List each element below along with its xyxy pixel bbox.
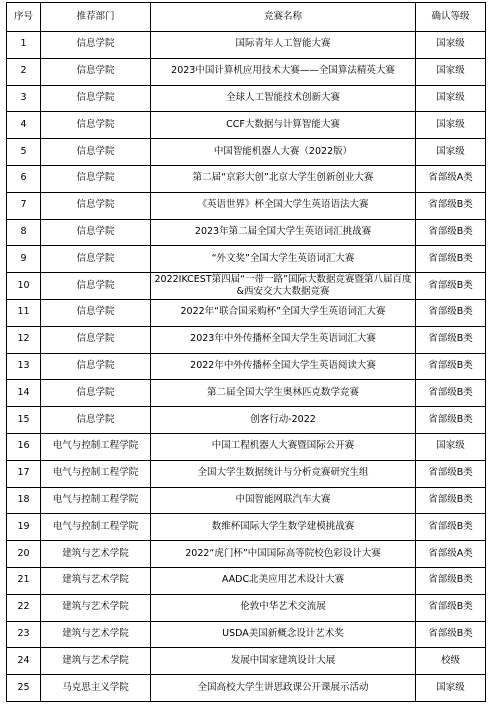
- cell-department: 马克思主义学院: [41, 675, 151, 702]
- cell-level: 国家级: [416, 85, 486, 112]
- cell-competition: 2022年中外传播杯全国大学生英语阅读大赛: [151, 353, 416, 380]
- cell-department: 电气与控制工程学院: [41, 460, 151, 487]
- cell-department: 建筑与艺术学院: [41, 648, 151, 675]
- cell-no: 23: [7, 621, 41, 648]
- cell-level: 国家级: [416, 433, 486, 460]
- cell-level: 省部级B类: [416, 594, 486, 621]
- cell-competition: 2022“虎门杯”中国国际高等院校色彩设计大赛: [151, 541, 416, 568]
- cell-competition: 第二届全国大学生奥林匹克数学竞赛: [151, 380, 416, 407]
- cell-department: 信息学院: [41, 246, 151, 273]
- cell-competition: 2022IKCEST第四届“一带一路”国际大数据竞赛暨第八届百度&西安交大大数据竞赛: [151, 273, 416, 300]
- cell-department: 电气与控制工程学院: [41, 514, 151, 541]
- cell-level: 省部级B类: [416, 487, 486, 514]
- cell-level: 省部级B类: [416, 353, 486, 380]
- cell-no: 21: [7, 567, 41, 594]
- cell-competition: 中国工程机器人大赛暨国际公开赛: [151, 433, 416, 460]
- cell-no: 22: [7, 594, 41, 621]
- table-row: [7, 567, 486, 594]
- cell-competition: 发展中国家建筑设计大展: [151, 648, 416, 675]
- cell-no: 16: [7, 433, 41, 460]
- cell-level: 国家级: [416, 139, 486, 166]
- table-row: [7, 58, 486, 85]
- cell-level: 省部级B类: [416, 273, 486, 300]
- cell-level: 省部级A类: [416, 165, 486, 192]
- cell-competition: 《英语世界》杯全国大学生英语语法大赛: [151, 192, 416, 219]
- cell-no: 5: [7, 139, 41, 166]
- cell-competition: 全国大学生数据统计与分析竞赛研究生组: [151, 460, 416, 487]
- cell-competition: 中国智能机器人大赛（2022版）: [151, 139, 416, 166]
- table-row: [7, 594, 486, 621]
- cell-level: 省部级B类: [416, 460, 486, 487]
- cell-competition: 第二届“京彩大创”北京大学生创新创业大赛: [151, 165, 416, 192]
- cell-department: 建筑与艺术学院: [41, 541, 151, 568]
- header-level: 确认等级: [416, 3, 486, 32]
- cell-no: 9: [7, 246, 41, 273]
- cell-department: 建筑与艺术学院: [41, 567, 151, 594]
- table-row: [7, 621, 486, 648]
- cell-level: 省部级B类: [416, 219, 486, 246]
- cell-competition: CCF大数据与计算智能大赛: [151, 112, 416, 139]
- cell-no: 1: [7, 32, 41, 59]
- table-row: [7, 273, 486, 300]
- cell-competition: 全球人工智能技术创新大赛: [151, 85, 416, 112]
- cell-department: 信息学院: [41, 326, 151, 353]
- table-row: [7, 219, 486, 246]
- table-row: [7, 246, 486, 273]
- header-no: 序号: [7, 3, 41, 32]
- table-row: [7, 299, 486, 326]
- table-row: [7, 433, 486, 460]
- cell-level: 省部级B类: [416, 380, 486, 407]
- cell-department: 信息学院: [41, 192, 151, 219]
- cell-competition: 2022年“联合国采购杯”全国大学生英语词汇大赛: [151, 299, 416, 326]
- cell-level: 省部级B类: [416, 246, 486, 273]
- cell-competition: 全国高校大学生讲思政课公开课展示活动: [151, 675, 416, 702]
- header-competition: 竞赛名称: [151, 3, 416, 32]
- table-row: [7, 112, 486, 139]
- table-row: [7, 165, 486, 192]
- table-row: [7, 541, 486, 568]
- cell-competition: 数维杯国际大学生数学建模挑战赛: [151, 514, 416, 541]
- cell-competition: 创客行动-2022: [151, 407, 416, 434]
- cell-no: 10: [7, 273, 41, 300]
- cell-department: 信息学院: [41, 112, 151, 139]
- table-row: [7, 192, 486, 219]
- cell-competition: 国际青年人工智能大赛: [151, 32, 416, 59]
- cell-level: 国家级: [416, 32, 486, 59]
- cell-level: 省部级B类: [416, 621, 486, 648]
- cell-level: 国家级: [416, 58, 486, 85]
- cell-competition: 伦敦中华艺术交流展: [151, 594, 416, 621]
- cell-department: 电气与控制工程学院: [41, 433, 151, 460]
- table-row: [7, 353, 486, 380]
- cell-department: 信息学院: [41, 85, 151, 112]
- cell-level: 省部级A类: [416, 541, 486, 568]
- cell-competition: “外文奖”全国大学生英语词汇大赛: [151, 246, 416, 273]
- table-row: [7, 85, 486, 112]
- cell-no: 15: [7, 407, 41, 434]
- table-row: [7, 326, 486, 353]
- cell-level: 国家级: [416, 675, 486, 702]
- table-row: [7, 407, 486, 434]
- document-page: [6, 2, 486, 702]
- cell-level: 省部级B类: [416, 407, 486, 434]
- table-row: [7, 460, 486, 487]
- table-row: [7, 514, 486, 541]
- table-body: [7, 32, 486, 702]
- cell-no: 17: [7, 460, 41, 487]
- cell-department: 信息学院: [41, 407, 151, 434]
- cell-department: 信息学院: [41, 139, 151, 166]
- table-row: [7, 675, 486, 702]
- cell-no: 12: [7, 326, 41, 353]
- cell-no: 25: [7, 675, 41, 702]
- cell-no: 7: [7, 192, 41, 219]
- cell-department: 信息学院: [41, 380, 151, 407]
- cell-department: 信息学院: [41, 273, 151, 300]
- cell-level: 省部级B类: [416, 326, 486, 353]
- cell-no: 8: [7, 219, 41, 246]
- cell-department: 信息学院: [41, 353, 151, 380]
- table-row: [7, 648, 486, 675]
- cell-department: 信息学院: [41, 299, 151, 326]
- cell-department: 信息学院: [41, 165, 151, 192]
- cell-no: 13: [7, 353, 41, 380]
- competition-table: [6, 2, 486, 702]
- cell-department: 信息学院: [41, 219, 151, 246]
- cell-competition: 2023中国计算机应用技术大赛——全国算法精英大赛: [151, 58, 416, 85]
- cell-no: 6: [7, 165, 41, 192]
- table-header-row: [7, 3, 486, 32]
- cell-level: 国家级: [416, 112, 486, 139]
- cell-competition: 中国智能网联汽车大赛: [151, 487, 416, 514]
- cell-level: 校级: [416, 648, 486, 675]
- table-row: [7, 487, 486, 514]
- cell-no: 14: [7, 380, 41, 407]
- cell-competition: 2023年中外传播杯全国大学生英语词汇大赛: [151, 326, 416, 353]
- cell-no: 11: [7, 299, 41, 326]
- cell-level: 省部级B类: [416, 299, 486, 326]
- cell-department: 信息学院: [41, 32, 151, 59]
- cell-no: 24: [7, 648, 41, 675]
- cell-no: 18: [7, 487, 41, 514]
- cell-department: 信息学院: [41, 58, 151, 85]
- table-row: [7, 32, 486, 59]
- cell-no: 20: [7, 541, 41, 568]
- cell-department: 电气与控制工程学院: [41, 487, 151, 514]
- table-row: [7, 139, 486, 166]
- cell-no: 3: [7, 85, 41, 112]
- header-department: 推荐部门: [41, 3, 151, 32]
- cell-no: 4: [7, 112, 41, 139]
- cell-no: 2: [7, 58, 41, 85]
- cell-department: 建筑与艺术学院: [41, 621, 151, 648]
- cell-no: 19: [7, 514, 41, 541]
- cell-competition: AADC北美应用艺术设计大赛: [151, 567, 416, 594]
- cell-competition: USDA美国新概念设计艺术奖: [151, 621, 416, 648]
- cell-level: 省部级B类: [416, 192, 486, 219]
- cell-department: 建筑与艺术学院: [41, 594, 151, 621]
- table-row: [7, 380, 486, 407]
- cell-competition: 2023年第二届全国大学生英语词汇挑战赛: [151, 219, 416, 246]
- cell-level: 省部级B类: [416, 514, 486, 541]
- cell-level: 省部级B类: [416, 567, 486, 594]
